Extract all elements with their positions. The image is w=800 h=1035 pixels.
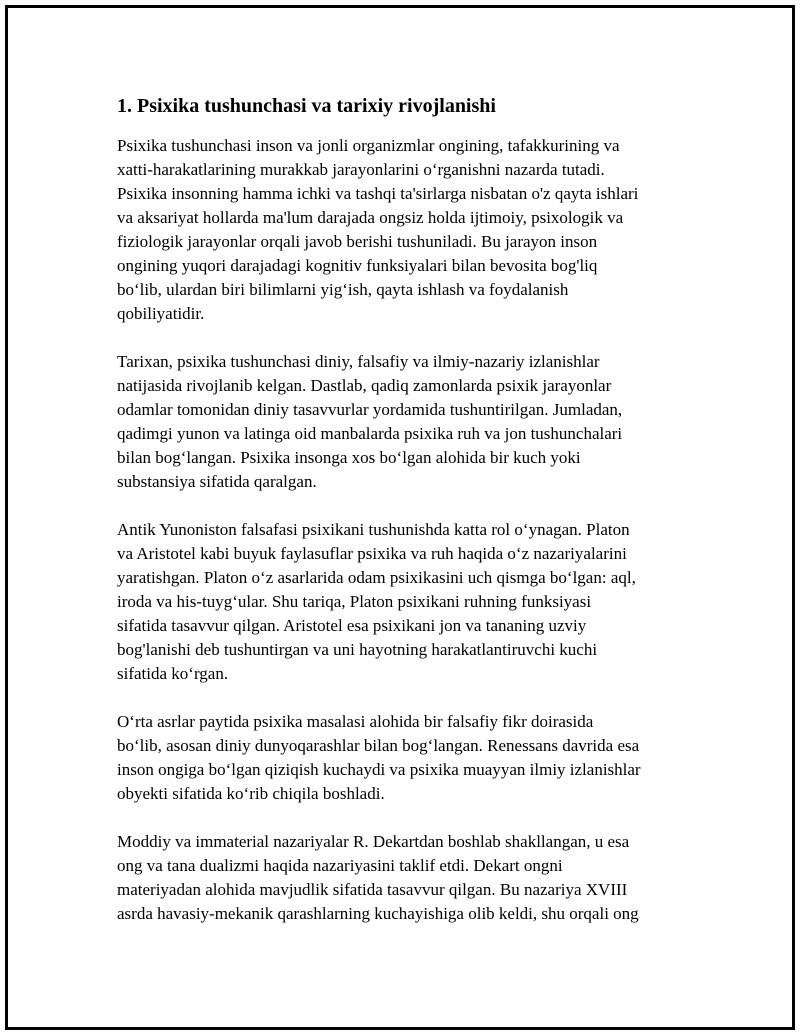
section-heading: 1. Psixika tushunchasi va tarixiy rivojlanishi — [117, 95, 496, 117]
body-paragraph — [117, 518, 687, 686]
paragraph-line: substansiya sifatida qaralgan. — [117, 472, 317, 491]
paragraph-line: obyekti sifatida ko‘rib chiqila boshladi. — [117, 784, 385, 803]
paragraph-line: asrda havasiy-mekanik qarashlarning kuchayishiga olib keldi, shu orqali ong — [117, 904, 639, 923]
document-page — [117, 94, 687, 950]
paragraph-line: O‘rta asrlar paytida psixika masalasi alohida bir falsafiy fikr doirasida — [117, 712, 594, 731]
paragraph-line: Antik Yunoniston falsafasi psixikani tushunishda katta rol o‘ynagan. Platon — [117, 520, 630, 539]
paragraph-line: va aksariyat hollarda ma'lum darajada ongsiz holda ijtimoiy, psixologik va — [117, 208, 624, 227]
paragraph-line: xatti-harakatlarining murakkab jarayonlarini o‘rganishni nazarda tutadi. — [117, 160, 605, 179]
paragraph-line: natijasida rivojlanib kelgan. Dastlab, qadiq zamonlarda psixik jarayonlar — [117, 376, 612, 395]
paragraph-line: iroda va his-tuyg‘ular. Shu tariqa, Platon psixikani ruhning funksiyasi — [117, 592, 592, 611]
paragraph-line: Psixika tushunchasi inson va jonli organizmlar ongining, tafakkurining va — [117, 136, 620, 155]
paragraph-line: qobiliyatidir. — [117, 304, 205, 323]
paragraph-line: sifatida ko‘rgan. — [117, 664, 229, 683]
paragraph-line: materiyadan alohida mavjudlik sifatida tasavvur qilgan. Bu nazariya XVIII — [117, 880, 628, 899]
body-paragraph — [117, 710, 687, 806]
paragraph-line: inson ongiga bo‘lgan qiziqish kuchaydi va psixika muayyan ilmiy izlanishlar — [117, 760, 641, 779]
section-body — [117, 134, 687, 926]
body-paragraph — [117, 350, 687, 494]
body-paragraph — [117, 134, 687, 326]
paragraph-line: qadimgi yunon va latinga oid manbalarda psixika ruh va jon tushunchalari — [117, 424, 623, 443]
paragraph-line: ongining yuqori darajadagi kognitiv funksiyalari bilan bevosita bog'liq — [117, 256, 598, 275]
paragraph-line: bog'lanishi deb tushuntirgan va uni hayotning harakatlantiruvchi kuchi — [117, 640, 598, 659]
paragraph-line: va Aristotel kabi buyuk faylasuflar psixika va ruh haqida o‘z nazariyalarini — [117, 544, 627, 563]
paragraph-line: fiziologik jarayonlar orqali javob berishi tushuniladi. Bu jarayon inson — [117, 232, 598, 251]
paragraph-line: odamlar tomonidan diniy tasavvurlar yordamida tushuntirilgan. Jumladan, — [117, 400, 623, 419]
paragraph-line: yaratishgan. Platon o‘z asarlarida odam psixikasini uch qismga bo‘lgan: aql, — [117, 568, 636, 587]
paragraph-line: Tarixan, psixika tushunchasi diniy, falsafiy va ilmiy-nazariy izlanishlar — [117, 352, 600, 371]
paragraph-line: bo‘lib, asosan diniy dunyoqarashlar bilan bog‘langan. Renessans davrida esa — [117, 736, 640, 755]
paragraph-line: sifatida tasavvur qilgan. Aristotel esa psixikani jon va tananing uzviy — [117, 616, 587, 635]
body-paragraph — [117, 830, 687, 926]
paragraph-line: Moddiy va immaterial nazariyalar R. Dekartdan boshlab shakllangan, u esa — [117, 832, 630, 851]
paragraph-line: ong va tana dualizmi haqida nazariyasini taklif etdi. Dekart ongni — [117, 856, 563, 875]
paragraph-line: bo‘lib, ulardan biri bilimlarni yig‘ish, qayta ishlash va foydalanish — [117, 280, 569, 299]
paragraph-line: Psixika insonning hamma ichki va tashqi ta'sirlarga nisbatan o'z qayta ishlari — [117, 184, 639, 203]
paragraph-line: bilan bog‘langan. Psixika insonga xos bo‘lgan alohida bir kuch yoki — [117, 448, 581, 467]
